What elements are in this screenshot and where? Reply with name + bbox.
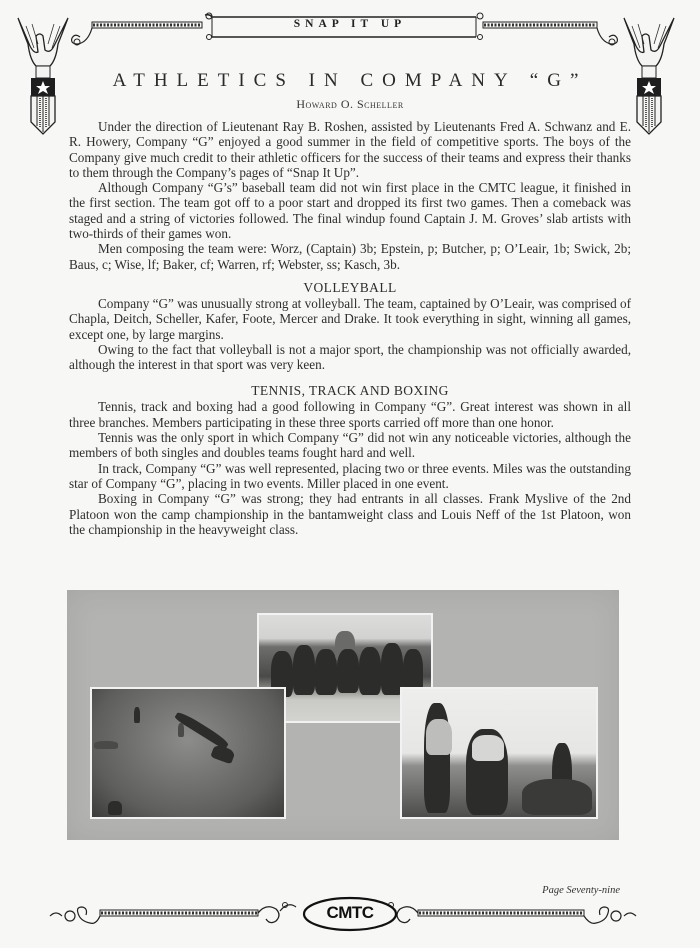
paragraph: Tennis, track and boxing had a good following in Company “G”. Great interest was shown in all three branches. Members participating in these three sports carried off more than one honor.	[69, 399, 631, 430]
article-author: Howard O. Scheller	[296, 97, 404, 111]
banner-ornament-icon	[0, 0, 700, 60]
page-number: Page Seventy-nine	[542, 885, 620, 896]
paragraph: In track, Company “G” was well represented, placing two or three events. Miles was the outstanding star of Company “G”, placing in two events. Miller placed in one event.	[69, 460, 631, 491]
article-title: ATHLETICS IN COMPANY “G”	[112, 70, 588, 91]
paragraph: Tennis was the only sport in which Company “G” did not win any noticeable victories, although the members of both singles and doubles teams fought hard and well.	[69, 430, 631, 461]
banner-title: SNAP IT UP	[293, 18, 407, 30]
paragraph: Boxing in Company “G” was strong; they had entrants in all classes. Frank Myslive of the 2nd Platoon won the camp championship in the bantamweight class and Louis Neff of the 1st Platoon, won the championship in the heavyweight class.	[69, 491, 631, 537]
cmtc-emblem: CMTC	[326, 903, 374, 922]
paragraph: Although Company “G’s” baseball team did not win first place in the CMTC league, it finished in the first section. The team got off to a poor start and dropped its first two games. Then a comeback was staged and a string of victories followed. The final windup found Captain J. M. Groves’ slab artists with two-thirds of their games won.	[69, 180, 631, 242]
paragraph: Under the direction of Lieutenant Ray B. Roshen, assisted by Lieutenants Fred A. Schwanz and E. R. Howery, Company “G” enjoyed a good summer in the field of competitive sports. The boys of the Company give much credit to their athletic officers for the success of their teams and express their thanks to them through the Company’s pages of “Snap It Up”.	[69, 119, 631, 180]
swimming-photo	[90, 687, 286, 819]
article-body	[69, 119, 631, 537]
section-heading-volleyball: VOLLEYBALL	[303, 279, 397, 295]
boxing-photo	[400, 687, 598, 819]
paragraph: Company “G” was unusually strong at volleyball. The team, captained by O’Leair, was comprised of Chapla, Deitch, Scheller, Kafer, Foote, Mercer and Drake. It took everything in sight, winning all games, except one, by large margins.	[69, 295, 631, 342]
paragraph: Men composing the team were: Worz, (Captain) 3b; Epstein, p; Butcher, p; O’Leair, 1b; Swick, 2b; Baus, c; Wise, lf; Baker, cf; Warren, rf; Webster, ss; Kasch, 3b.	[69, 241, 631, 272]
section-heading-tennis-track-boxing: TENNIS, TRACK AND BOXING	[251, 383, 449, 399]
paragraph: Owing to the fact that volleyball is not a major sport, the championship was not officially awarded, although the interest in that sport was very keen.	[69, 341, 631, 373]
